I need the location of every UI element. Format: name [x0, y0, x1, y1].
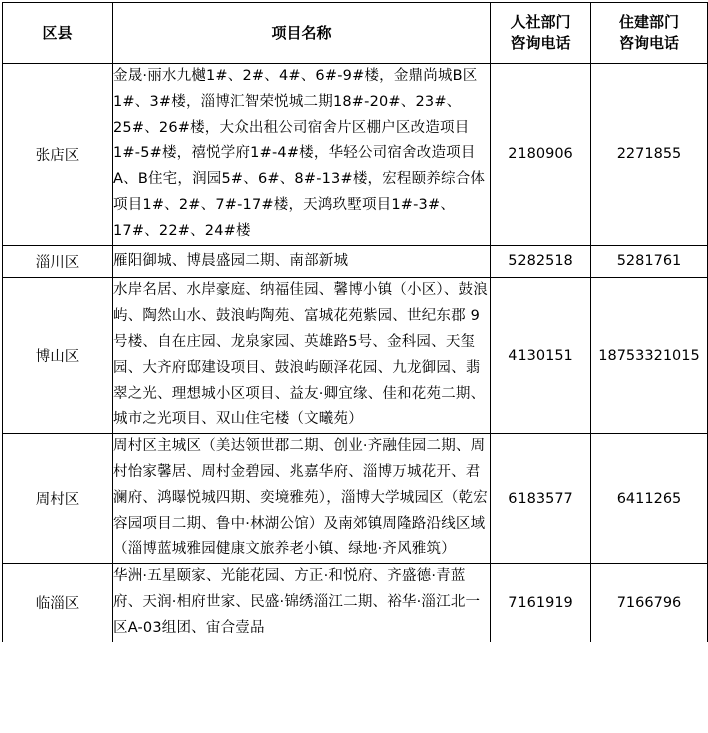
- header-row: [3, 3, 708, 64]
- hr-phone-cell: 5282518: [491, 245, 591, 278]
- header-district: 区县: [3, 3, 113, 64]
- header-housing-phone: [591, 3, 708, 64]
- table-row-boshan: [3, 278, 708, 434]
- projects-cell: 水岸名居、水岸豪庭、纳福佳园、馨博小镇（小区）、鼓浪屿、陶然山水、鼓浪屿陶苑、富城花苑紫园、世纪东郡 9号楼、自在庄园、龙泉家园、英雄路5号、金科园、天玺园、大齐府邸建设项目、鼓浪屿颐泽花园、九龙御园、翡翠之光、理想城小区项目、益友·卿宜缘、佳和花苑二期、城市之光项目、双山住宅楼（文曦苑）: [113, 278, 491, 434]
- housing-phone-cell: 6411265: [591, 434, 708, 564]
- header-housing-phone-line2: 咨询电话: [618, 34, 679, 52]
- projects-cell: 金晟·丽水九樾1#、2#、4#、6#-9#楼，金鼎尚城B区1#、3#楼，淄博汇智荣悦城二期18#-20#、23#、25#、26#楼，大众出租公司宿舍片区棚户区改造项目1#-5#楼，禧悦学府1#-4#楼，华轻公司宿舍改造项目A、B住宅，润园5#、6#、8#-13#楼，宏程颐养综合体项目1#、2#、7#-17#楼，天鸿玖墅项目1#-3#、17#、22#、24#楼: [113, 64, 491, 246]
- hr-phone-cell: 2180906: [491, 64, 591, 246]
- projects-cell: 周村区主城区（美达领世郡二期、创业·齐融佳园二期、周村怡家馨居、周村金碧园、兆嘉华府、淄博万城花开、君澜府、鸿曝悦城四期、奕境雅苑），淄博大学城园区（乾宏容园项目二期、鲁中·林湖公馆）及南郊镇周隆路沿线区域（淄博蓝城雅园健康文旅养老小镇、绿地·齐风雅筑）: [113, 434, 491, 564]
- district-cell: 临淄区: [3, 564, 113, 642]
- housing-phone-cell: 7166796: [591, 564, 708, 642]
- header-housing-phone-line1: 住建部门: [618, 13, 679, 31]
- district-cell: 淄川区: [3, 245, 113, 278]
- housing-phone-cell: 2271855: [591, 64, 708, 246]
- header-project: 项目名称: [113, 3, 491, 64]
- consultation-table: [2, 2, 708, 642]
- district-cell: 周村区: [3, 434, 113, 564]
- hr-phone-cell: 6183577: [491, 434, 591, 564]
- district-cell: 博山区: [3, 278, 113, 434]
- table-row-linzi: [3, 564, 708, 642]
- header-hr-phone: [491, 3, 591, 64]
- housing-phone-cell: 18753321015: [591, 278, 708, 434]
- housing-phone-cell: 5281761: [591, 245, 708, 278]
- header-hr-phone-line2: 咨询电话: [510, 34, 571, 52]
- header-hr-phone-line1: 人社部门: [510, 13, 571, 31]
- projects-cell: 华洲·五星颐家、光能花园、方正·和悦府、齐盛德·青蓝府、天润·相府世家、民盛·锦绣淄江二期、裕华·淄江北一区A-03组团、宙合壹品: [113, 564, 491, 642]
- table-row-zichuan: [3, 245, 708, 278]
- hr-phone-cell: 7161919: [491, 564, 591, 642]
- hr-phone-cell: 4130151: [491, 278, 591, 434]
- table-row-zhangdian: [3, 64, 708, 246]
- district-cell: 张店区: [3, 64, 113, 246]
- table-row-zhoucun: [3, 434, 708, 564]
- projects-cell: 雁阳御城、博晨盛园二期、南部新城: [113, 245, 491, 278]
